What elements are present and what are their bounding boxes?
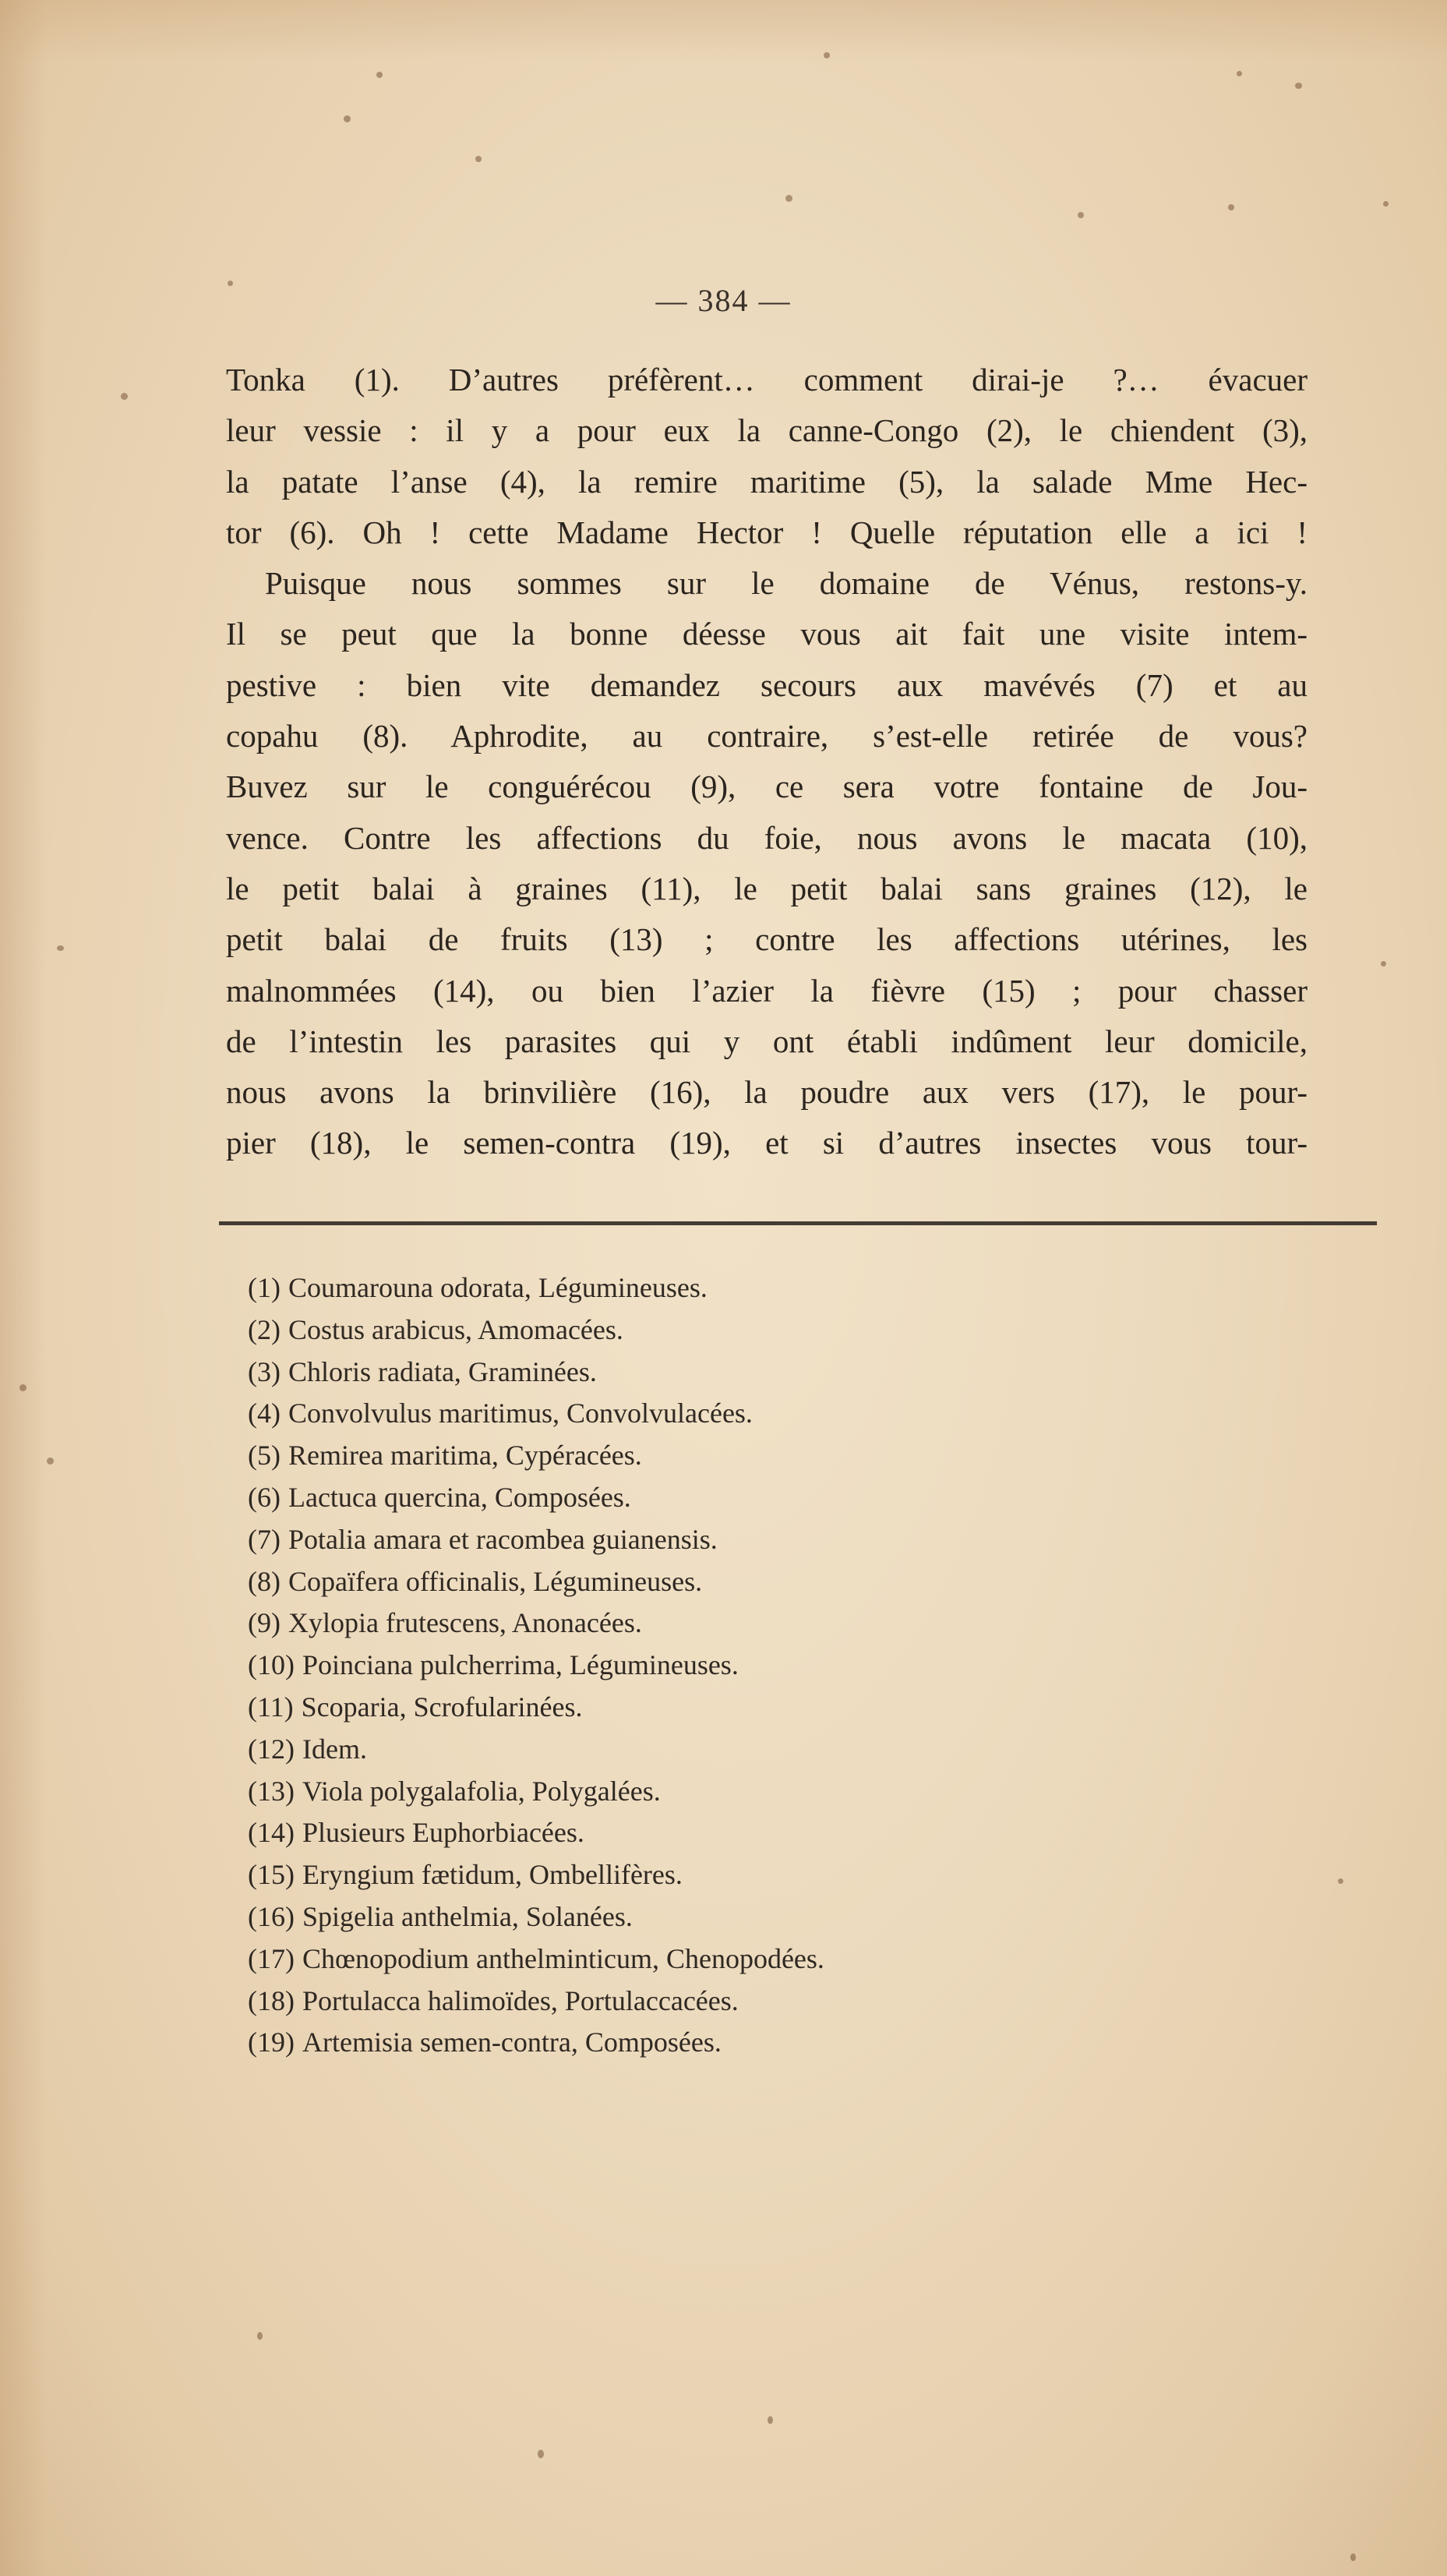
foxing-speck	[1078, 212, 1084, 218]
footnote-text: Scoparia, Scrofularinées.	[301, 1691, 583, 1723]
footnote-item	[248, 1392, 1261, 1434]
footnote-number: (15)	[248, 1859, 295, 1891]
footnote-text: Plusieurs Euphorbiacées.	[302, 1817, 584, 1849]
page-edge-shadow-top	[0, 0, 1447, 62]
foxing-speck	[1228, 204, 1234, 210]
footnote-text: Copaïfera officinalis, Légumineuses.	[288, 1565, 703, 1597]
footnote-text: Coumarouna odorata, Légumineuses.	[288, 1272, 708, 1303]
foxing-speck	[785, 195, 792, 202]
footnote-text: Artemisia semen-contra, Composées.	[302, 2027, 722, 2058]
footnote-number: (5)	[248, 1440, 281, 1472]
footnote-text: Idem.	[302, 1733, 367, 1765]
footnote-number: (7)	[248, 1523, 281, 1555]
foxing-speck	[1237, 71, 1242, 76]
footnote-item	[248, 1560, 1261, 1602]
footnote-text: Remirea maritima, Cypéracées.	[288, 1440, 642, 1472]
footnote-number: (12)	[248, 1733, 295, 1765]
body-line: tor (6). Oh ! cette Madame Hector ! Quelle réputation elle a ici !	[226, 514, 1308, 550]
footnote-text: Chœnopodium anthelminticum, Chenopodées.	[302, 1942, 824, 1974]
footnote-item	[248, 1644, 1261, 1686]
footnote-text: Spigelia anthelmia, Solanées.	[302, 1900, 633, 1932]
footnote-text: Lactuca quercina, Composées.	[288, 1481, 631, 1513]
footnote-number: (3)	[248, 1355, 281, 1387]
footnote-item	[248, 1267, 1261, 1309]
body-line: Tonka (1). D’autres préfèrent… comment dirai-je ?… évacuer	[226, 362, 1308, 398]
foxing-speck	[475, 156, 482, 162]
footnote-number: (1)	[248, 1272, 281, 1303]
body-line: pestive : bien vite demandez secours aux mavévés (7) et au	[226, 666, 1308, 703]
body-line: copahu (8). Aphrodite, au contraire, s’est-elle retirée de vous?	[226, 718, 1308, 754]
footnote-number: (10)	[248, 1649, 295, 1681]
body-line: vence. Contre les affections du foie, nous avons le macata (10),	[226, 819, 1308, 856]
body-line: petit balai de fruits (13) ; contre les affections utérines, les	[226, 921, 1308, 958]
foxing-speck	[824, 52, 830, 58]
body-line: de l’intestin les parasites qui y ont établi indûment leur domicile,	[226, 1023, 1308, 1059]
footnote-text: Portulacca halimoïdes, Portulaccacées.	[302, 1984, 739, 2016]
footnote-number: (14)	[248, 1817, 295, 1849]
footnote-number: (8)	[248, 1565, 281, 1597]
footnote-item	[248, 1686, 1261, 1728]
foxing-speck	[121, 393, 128, 400]
footnote-number: (4)	[248, 1398, 281, 1429]
footnote-item	[248, 1980, 1261, 2022]
body-line: Buvez sur le conguérécou (9), ce sera votre fontaine de Jou-	[226, 769, 1308, 805]
footnote-text: Costus arabicus, Amomacées.	[288, 1313, 623, 1345]
foxing-speck	[257, 2332, 263, 2340]
footnote-number: (2)	[248, 1313, 281, 1345]
foxing-speck	[376, 72, 383, 78]
footnote-text: Convolvulus maritimus, Convolvulacées.	[288, 1398, 753, 1429]
footnote-item	[248, 2021, 1261, 2063]
footnotes-list	[248, 1267, 1261, 2063]
page-number: — 384 —	[655, 283, 792, 318]
body-line: malnommées (14), ou bien l’azier la fièvre (15) ; pour chasser	[226, 972, 1308, 1009]
foxing-speck	[344, 115, 351, 122]
footnote-item	[248, 1476, 1261, 1518]
footnote-item	[248, 1938, 1261, 1980]
foxing-speck	[19, 1384, 26, 1391]
page-edge-shadow-left	[0, 0, 47, 2576]
body-line: nous avons la brinvilière (16), la poudre aux vers (17), le pour-	[226, 1074, 1308, 1111]
body-text	[226, 355, 1308, 1169]
foxing-speck	[57, 945, 64, 951]
footnote-number: (13)	[248, 1775, 295, 1807]
footnote-text: Xylopia frutescens, Anonacées.	[288, 1607, 642, 1639]
footnote-item	[248, 1309, 1261, 1351]
foxing-speck	[1381, 961, 1386, 966]
footnote-item	[248, 1853, 1261, 1896]
footnote-item	[248, 1896, 1261, 1938]
footnote-text: Chloris radiata, Graminées.	[288, 1355, 597, 1387]
footnote-text: Potalia amara et racombea guianensis.	[288, 1523, 718, 1555]
footnote-separator-rule	[219, 1221, 1377, 1225]
foxing-speck	[1350, 2553, 1356, 2561]
footnote-item	[248, 1770, 1261, 1812]
footnote-number: (18)	[248, 1984, 295, 2016]
footnote-item	[248, 1811, 1261, 1853]
body-line: Il se peut que la bonne déesse vous ait fait une visite intem-	[226, 616, 1308, 652]
footnote-text: Viola polygalafolia, Polygalées.	[302, 1775, 661, 1807]
footnote-item	[248, 1602, 1261, 1644]
foxing-speck	[1383, 201, 1389, 207]
foxing-speck	[1295, 83, 1302, 89]
footnote-text: Poinciana pulcherrima, Légumineuses.	[302, 1649, 739, 1681]
body-line: le petit balai à graines (11), le petit balai sans graines (12), le	[226, 870, 1308, 906]
foxing-speck	[768, 2416, 773, 2424]
footnote-number: (9)	[248, 1607, 281, 1639]
body-line: pier (18), le semen-contra (19), et si d’autres insectes vous tour-	[226, 1125, 1308, 1161]
footnote-item	[248, 1351, 1261, 1393]
footnote-number: (16)	[248, 1900, 295, 1932]
footnote-number: (6)	[248, 1481, 281, 1513]
footnote-item	[248, 1518, 1261, 1560]
body-line: leur vessie : il y a pour eux la canne-Congo (2), le chiendent (3),	[226, 412, 1308, 449]
footnote-item	[248, 1434, 1261, 1476]
foxing-speck	[1338, 1878, 1343, 1884]
footnote-number: (19)	[248, 2027, 295, 2058]
body-line: Puisque nous sommes sur le domaine de Vénus, restons-y.	[265, 565, 1308, 602]
footnote-text: Eryngium fætidum, Ombellifères.	[302, 1859, 683, 1891]
foxing-speck	[47, 1458, 54, 1465]
footnote-number: (11)	[248, 1691, 294, 1723]
footnote-item	[248, 1728, 1261, 1770]
footnote-number: (17)	[248, 1942, 295, 1974]
body-line: la patate l’anse (4), la remire maritime (5), la salade Mme Hec-	[226, 463, 1308, 500]
foxing-speck	[538, 2450, 544, 2458]
